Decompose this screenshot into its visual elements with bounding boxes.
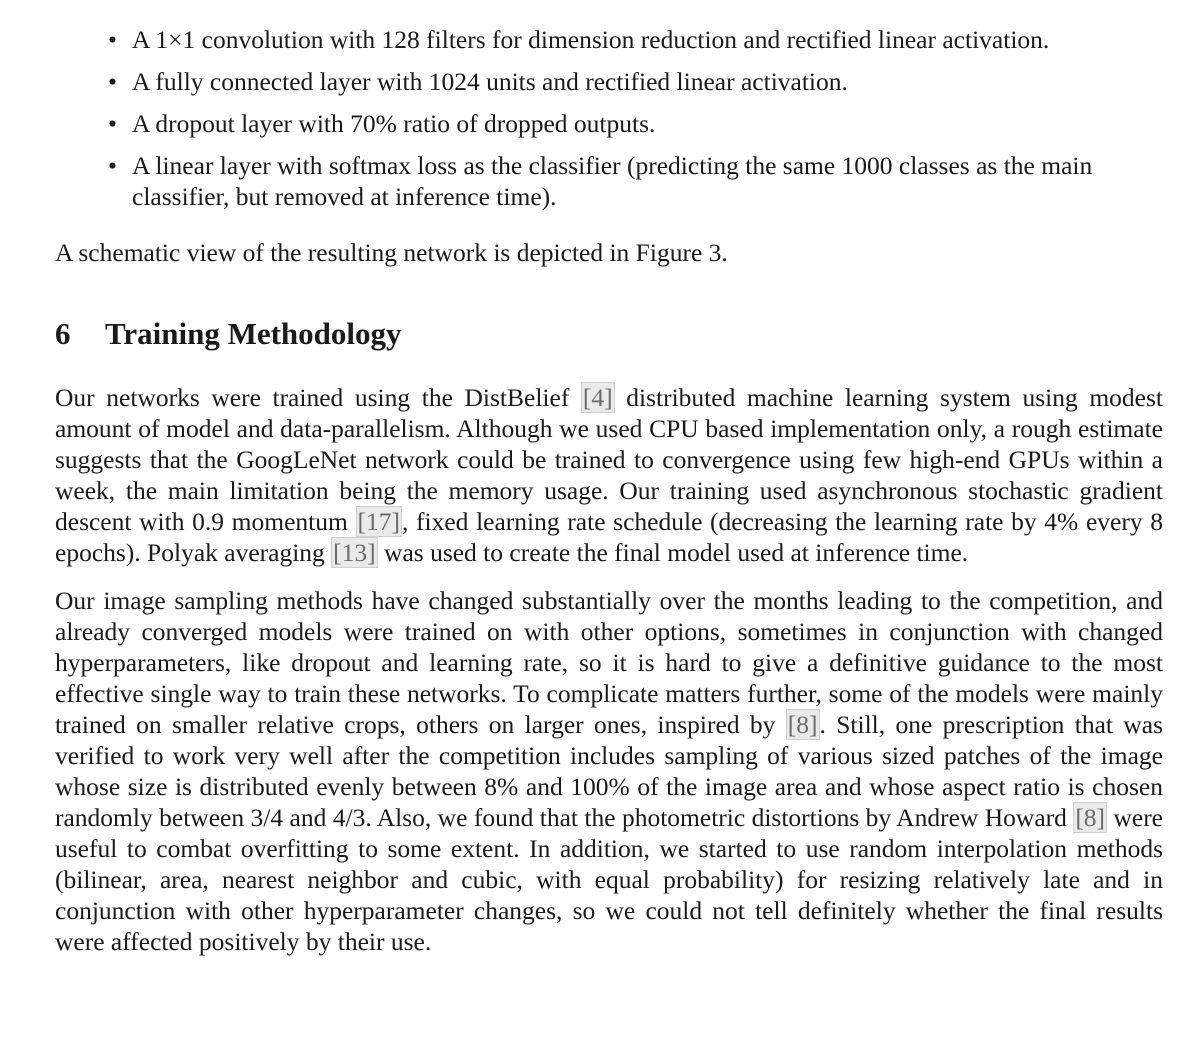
sampling-paragraph [55,585,1163,957]
section-title: Training Methodology [105,316,402,351]
citation-link[interactable]: [8] [787,710,818,739]
citation-link[interactable]: [13] [333,538,376,567]
paragraph-text: distributed machine learning system using modest amount of model and data-parallelism. Although we used CPU based implementation only, a rough estimate suggests that the GoogLeNet network could be trained to convergence using few high-end GPUs within a week, the main limitation being the memory usage. Our training used asynchronous stochastic gradient descent with 0.9 momentum [55,383,1163,536]
citation-link[interactable]: [8] [1075,803,1106,832]
paragraph-text: Our networks were trained using the DistBelief [55,383,581,412]
paragraph-text: were useful to combat overfitting to some extent. In addition, we started to use random interpolation methods (bilinear, area, nearest neighbor and cubic, with equal probability) for resizing relatively late and in conjunction with other hyperparameter changes, so we could not tell definitely whether the final results were affected positively by their use. [55,803,1164,956]
list-item [108,150,1163,212]
training-paragraph [55,382,1163,568]
bullet-icon: • [108,109,117,138]
list-item [108,24,1163,55]
bullet-icon: • [108,151,117,180]
paragraph-text: Our image sampling methods have changed substantially over the months leading to the competition, and already converged models were trained on with other options, sometimes in conjunction with changed hyperparameters, like dropout and learning rate, so it is hard to give a definitive guidance to the most effective single way to train these networks. To complicate matters further, some of the models were mainly trained on smaller relative crops, others on larger ones, inspired by [55,586,1163,739]
list-item [108,108,1163,139]
section-number: 6 [55,316,71,351]
paper-page [55,24,1163,957]
paragraph-text: . Still, one prescription that was verified to work very well after the competition includes sampling of various sized patches of the image whose size is distributed evenly between 8% and 100% of the image area and whose aspect ratio is chosen randomly between 3/4 and 4/3. Also, we found that the photometric distortions by Andrew Howard [55,710,1163,832]
list-item-text: A linear layer with softmax loss as the classifier (predicting the same 1000 classes as the main classifier, but removed at inference time). [132,151,1093,211]
list-item [108,66,1163,97]
citation-link[interactable]: [4] [582,383,613,412]
list-item-text: A dropout layer with 70% ratio of dropped outputs. [132,109,656,138]
paragraph-text: was used to create the final model used at inference time. [377,538,969,567]
list-item-text: A 1×1 convolution with 128 filters for dimension reduction and rectified linear activation. [132,25,1050,54]
paragraph-text: , fixed learning rate schedule (decreasing the learning rate by 4% every 8 epochs). Polyak averaging [55,507,1163,567]
auxiliary-classifier-list [55,24,1163,212]
list-item-text: A fully connected layer with 1024 units and rectified linear activation. [132,67,848,96]
bullet-icon: • [108,25,117,54]
figure-reference-sentence: A schematic view of the resulting network is depicted in Figure 3. [55,238,728,267]
bullet-icon: • [108,67,117,96]
citation-link[interactable]: [17] [357,507,400,536]
section-heading [55,314,1163,354]
